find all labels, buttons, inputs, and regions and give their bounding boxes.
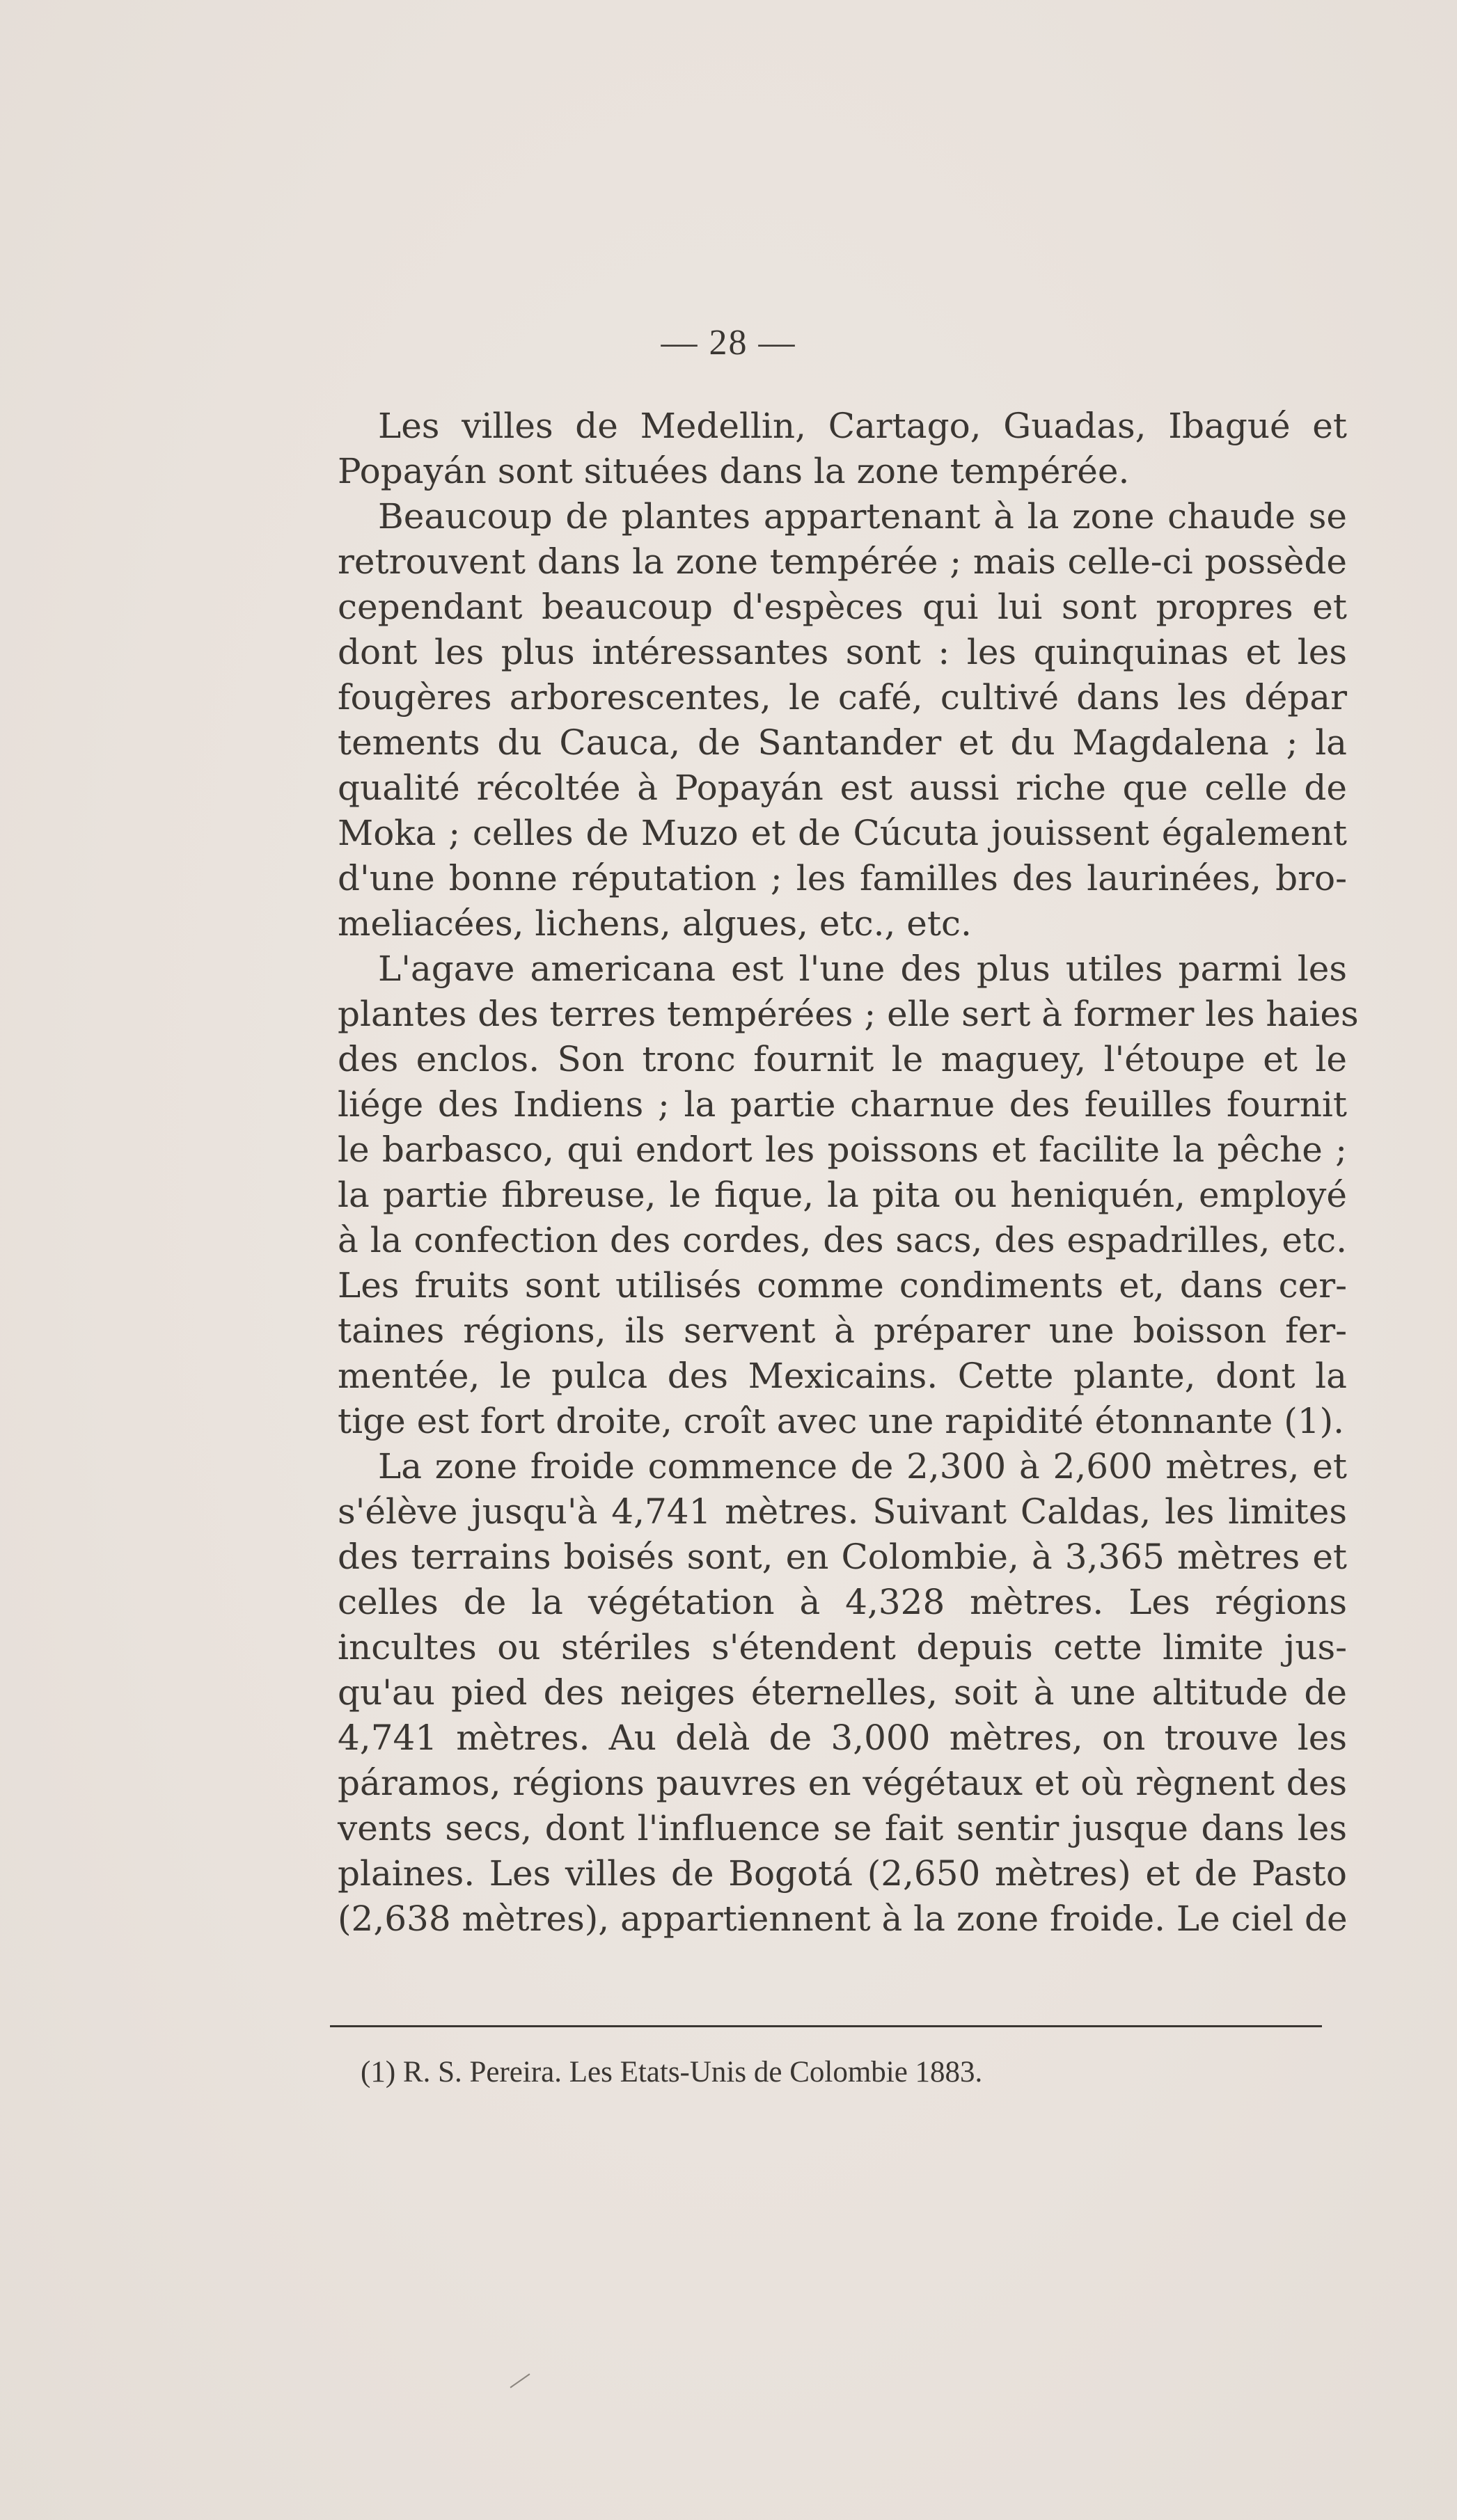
text-line: celles de la végétation à 4,328 mètres. Les régions: [338, 1582, 1347, 1622]
text-line: plantes des terres tempérées ; elle sert à former les haies: [338, 994, 1359, 1034]
text-line: La zone froide commence de 2,300 à 2,600 mètres, et: [378, 1446, 1347, 1487]
text-line: qualité récoltée à Popayán est aussi riche que celle de: [338, 768, 1347, 808]
text-line: liége des Indiens ; la partie charnue des feuilles fournit: [338, 1084, 1347, 1125]
text-line: le barbasco, qui endort les poissons et facilite la pêche ;: [338, 1130, 1347, 1170]
text-line: fougères arborescentes, le café, cultivé dans les dépar: [338, 677, 1347, 718]
text-line: à la confection des cordes, des sacs, des espadrilles, etc.: [338, 1220, 1347, 1260]
text-line: d'une bonne réputation ; les familles des laurinées, bro-: [338, 858, 1347, 898]
text-line: tige est fort droite, croît avec une rapidité étonnante (1).: [338, 1401, 1344, 1441]
page-number: — 28 —: [661, 323, 796, 363]
text-line: páramos, régions pauvres en végétaux et où règnent des: [338, 1763, 1347, 1803]
text-line: Moka ; celles de Muzo et de Cúcuta jouissent également: [338, 813, 1347, 853]
text-line: retrouvent dans la zone tempérée ; mais celle-ci possède: [338, 541, 1347, 582]
text-line: plaines. Les villes de Bogotá (2,650 mètres) et de Pasto: [338, 1853, 1347, 1894]
text-line: qu'au pied des neiges éternelles, soit à une altitude de: [338, 1672, 1347, 1713]
text-line: vents secs, dont l'influence se fait sentir jusque dans les: [338, 1808, 1347, 1848]
text-line: Beaucoup de plantes appartenant à la zone chaude se: [378, 496, 1347, 537]
text-line: incultes ou stériles s'étendent depuis cette limite jus-: [338, 1627, 1347, 1667]
text-line: (2,638 mètres), appartiennent à la zone froide. Le ciel de: [338, 1899, 1348, 1939]
footnote-divider: [330, 2025, 1322, 2027]
text-line: 4,741 mètres. Au delà de 3,000 mètres, on trouve les: [338, 1718, 1347, 1758]
text-line: cependant beaucoup d'espèces qui lui sont propres et: [338, 587, 1347, 627]
footnote: (1) R. S. Pereira. Les Etats-Unis de Colombie 1883.: [361, 2056, 983, 2089]
text-line: Les villes de Medellin, Cartago, Guadas, Ibagué et: [378, 406, 1347, 446]
text-line: mentée, le pulca des Mexicains. Cette plante, dont la: [338, 1356, 1347, 1396]
text-line: dont les plus intéressantes sont : les quinquinas et les: [338, 632, 1347, 672]
text-line: Les fruits sont utilisés comme condiments et, dans cer-: [338, 1265, 1347, 1306]
text-line: la partie fibreuse, le fique, la pita ou heniquén, employé: [338, 1175, 1347, 1215]
text-line: L'agave americana est l'une des plus utiles parmi les: [378, 949, 1347, 989]
paper-speck: [510, 2373, 530, 2388]
body-text: [338, 404, 1359, 1942]
text-line: tements du Cauca, de Santander et du Magdalena ; la: [338, 722, 1347, 763]
text-line: taines régions, ils servent à préparer une boisson fer-: [338, 1310, 1347, 1351]
text-line: des enclos. Son tronc fournit le maguey, l'étoupe et le: [338, 1039, 1347, 1079]
text-line: des terrains boisés sont, en Colombie, à 3,365 mètres et: [338, 1537, 1347, 1577]
text-line: s'élève jusqu'à 4,741 mètres. Suivant Caldas, les limites: [338, 1491, 1347, 1532]
text-line: Popayán sont situées dans la zone tempérée.: [338, 451, 1130, 491]
text-line: meliacées, lichens, algues, etc., etc.: [338, 903, 972, 944]
